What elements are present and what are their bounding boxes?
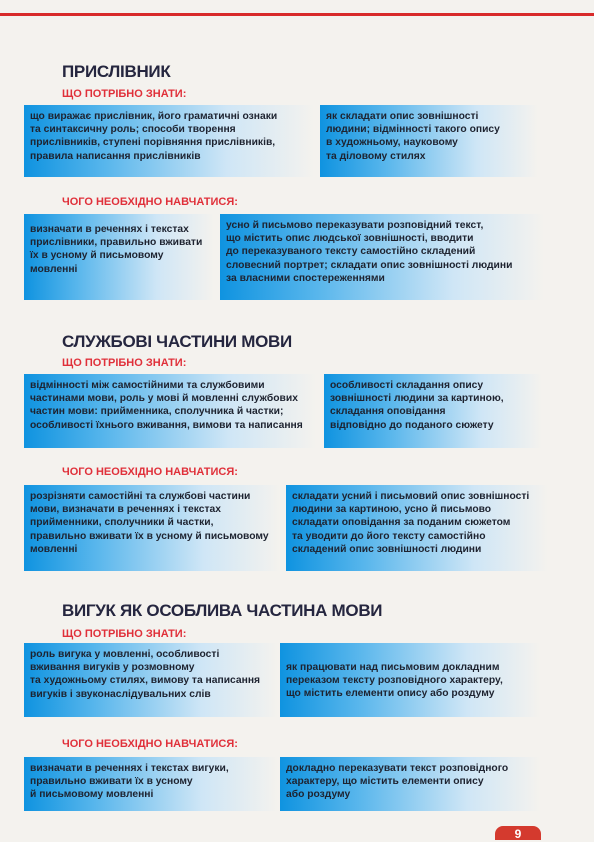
learn-box-right: складати усний і письмовий опис зовнішності людини за картиною, усно й письмово складати оповідання за поданим сюжетом та уводити до його тексту самостійно складений опис зовнішності людини <box>286 485 548 571</box>
learn-box-right: докладно переказувати текст розповідного характеру, що містить елементи опису або роздуму <box>280 757 540 811</box>
section-title-interjection: ВИГУК ЯК ОСОБЛИВА ЧАСТИНА МОВИ <box>62 601 383 620</box>
know-box-right: як працювати над письмовим докладним переказом тексту розповідного характеру, що містить елементи опису або роздуму <box>280 643 540 717</box>
learn-box-left: визначати в реченнях і текстах вигуки, правильно вживати їх в усному й письмовому мовленні <box>24 757 278 811</box>
know-box-right: як складати опис зовнішності людини; відмінності такого опису в художньому, науковому та діловому стилях <box>320 105 538 177</box>
learn-box-left: визначати в реченнях і текстах прислівники, правильно вживати їх в усному й письмовому мовленні <box>24 214 214 300</box>
learn-box-left: розрізняти самостійні та службові частини мови, визначати в реченнях і текстах прийменники, сполучники й частки, правильно вживати їх в усному й письмовому мовленні <box>24 485 280 571</box>
learn-label: ЧОГО НЕОБХІДНО НАВЧАТИСЯ: <box>62 738 238 750</box>
learn-box-right: усно й письмово переказувати розповідний текст, що містить опис людської зовнішності, вводити до переказуваного тексту самостійно складений словесний портрет; складати опис зовнішності людини за власними спостереженнями <box>220 214 544 300</box>
know-label: ЩО ПОТРІБНО ЗНАТИ: <box>62 628 187 640</box>
know-label: ЩО ПОТРІБНО ЗНАТИ: <box>62 357 187 369</box>
know-box-left: відмінності між самостійними та службовими частинами мови, роль у мові й мовленні службових частин мови: прийменника, сполучника й частки; особливості їхнього вживання, вимови та написання <box>24 374 316 448</box>
know-box-right: особливості складання опису зовнішності людини за картиною, складання оповідання відповідно до поданого сюжету <box>324 374 542 448</box>
learn-label: ЧОГО НЕОБХІДНО НАВЧАТИСЯ: <box>62 466 238 478</box>
know-label: ЩО ПОТРІБНО ЗНАТИ: <box>62 88 187 100</box>
section-title-adverb: ПРИСЛІВНИК <box>62 62 171 81</box>
know-box-left: роль вигука у мовленні, особливості вживання вигуків у розмовному та художньому стилях, вимову та написання вигуків і звуконаслідувальних слів <box>24 643 278 717</box>
section-title-function-words: СЛУЖБОВІ ЧАСТИНИ МОВИ <box>62 332 292 351</box>
top-red-rule <box>0 13 594 16</box>
know-box-left: що виражає прислівник, його граматичні ознаки та синтаксичну роль; способи творення прислівників, ступені порівняння прислівників, правила написання прислівників <box>24 105 314 177</box>
page-number: 9 <box>495 826 541 840</box>
learn-label: ЧОГО НЕОБХІДНО НАВЧАТИСЯ: <box>62 196 238 208</box>
